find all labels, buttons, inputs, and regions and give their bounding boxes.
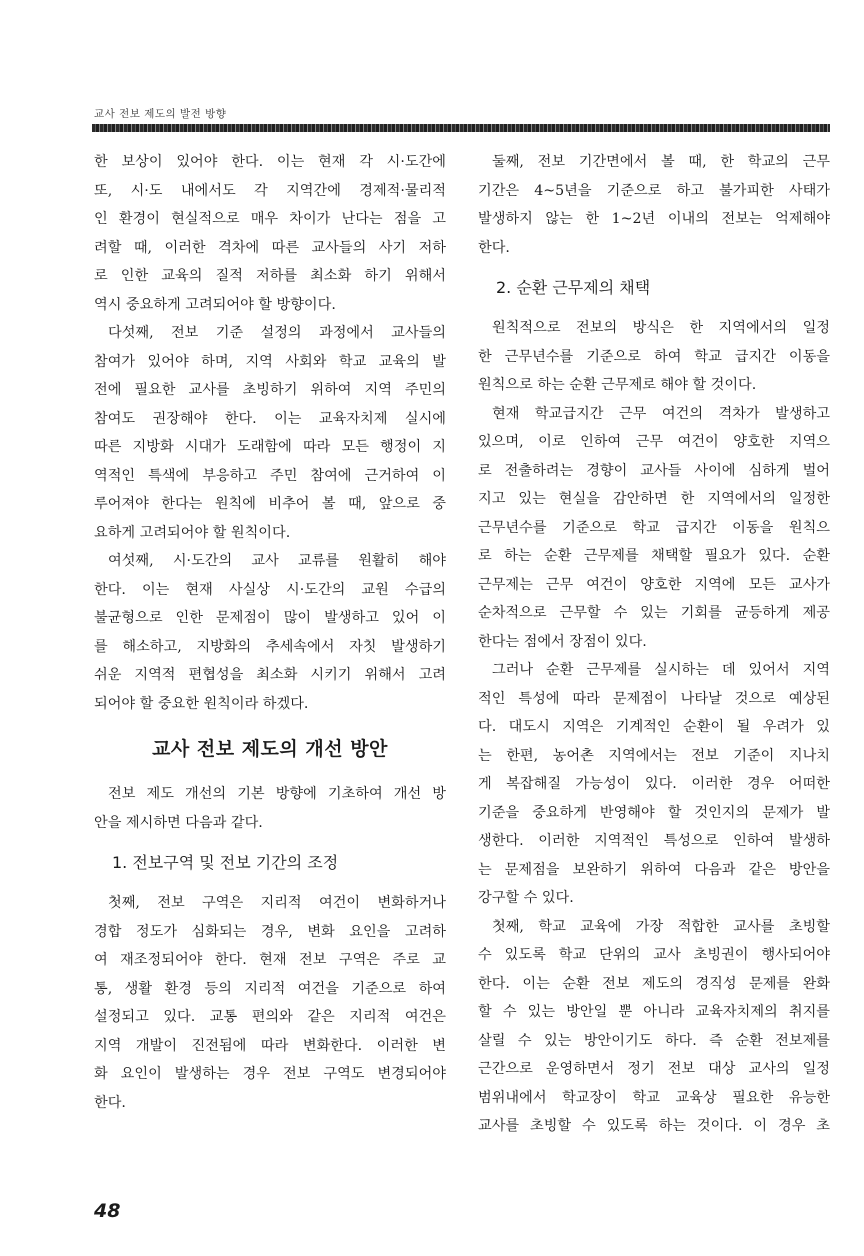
text-line: 려할 때, 이러한 격차에 따른 교사들의 사기 저하 bbox=[94, 239, 446, 256]
text-line: 를 해소하고, 지방화의 추세속에서 자칫 발생하기 bbox=[94, 638, 446, 655]
text-line: 한다. bbox=[94, 1094, 126, 1111]
text-line: 불균형으로 인한 문제점이 많이 발생하고 있어 이 bbox=[94, 610, 446, 626]
text-line: 그러나 순환 근무제를 실시하는 데 있어서 지역 bbox=[492, 662, 830, 678]
text-line: 원칙적으로 전보의 방식은 한 지역에서의 일정 bbox=[492, 320, 830, 336]
text-line: 는 문제점을 보완하기 위하여 다음과 같은 방안을 bbox=[478, 861, 830, 878]
text-line: 생한다. 이러한 지역적인 특성으로 인하여 발생하 bbox=[478, 833, 830, 849]
text-line: 전보 제도 개선의 기본 방향에 기초하여 개선 방 bbox=[108, 786, 446, 802]
left-column bbox=[94, 148, 446, 1117]
text-line: 할 수 있는 방안일 뿐 아니라 교육자치제의 취지를 bbox=[478, 1004, 830, 1020]
text-line: 현재 학교급지간 근무 여건의 격차가 발생하고 bbox=[492, 405, 830, 422]
text-line: 역적인 특색에 부응하고 주민 참여에 근거하여 이 bbox=[94, 467, 446, 484]
text-line: 한다. 이는 현재 사실상 시·도간의 교원 수급의 bbox=[94, 581, 446, 598]
text-line: 원칙으로 하는 순환 근무제로 해야 할 것이다. bbox=[478, 377, 757, 393]
text-line: 참여도 권장해야 한다. 이는 교육자치제 실시에 bbox=[94, 410, 446, 427]
text-line: 첫째, 학교 교육에 가장 적합한 교사를 초빙할 bbox=[492, 918, 830, 935]
text-line: 근무제는 근무 여건이 양호한 지역에 모든 교사가 bbox=[478, 576, 830, 593]
text-line: 기준을 중요하게 반영해야 할 것인지의 문제가 발 bbox=[478, 804, 830, 821]
text-line: 로 인한 교육의 질적 저하를 최소화 하기 위해서 bbox=[94, 268, 446, 284]
subsection-heading: 2. 순환 근무제의 채택 bbox=[496, 278, 651, 297]
text-line: 역시 중요하게 고려되어야 할 방향이다. bbox=[94, 296, 336, 313]
text-line: 요하게 고려되어야 할 원칙이다. bbox=[94, 524, 291, 541]
text-line: 둘째, 전보 기간면에서 볼 때, 한 학교의 근무 bbox=[492, 154, 830, 170]
text-line: 적인 특성에 따라 문제점이 나타날 것으로 예상된 bbox=[478, 690, 830, 707]
text-line: 인 환경이 현실적으로 매우 차이가 난다는 점을 고 bbox=[94, 211, 446, 227]
text-line: 통, 생활 환경 등의 지리적 여건을 기준으로 하여 bbox=[94, 980, 446, 997]
page-number: 48 bbox=[94, 1200, 121, 1222]
text-line: 또, 시·도 내에서도 각 지역간에 경제적·물리적 bbox=[94, 182, 446, 199]
text-line: 되어야 할 중요한 원칙이라 하겠다. bbox=[94, 695, 309, 712]
text-line: 한 보상이 있어야 한다. 이는 현재 각 시·도간에 bbox=[94, 154, 446, 170]
text-line: 로 하는 순환 근무제를 채택할 필요가 있다. 순환 bbox=[478, 548, 830, 564]
text-line: 근무년수를 기준으로 학교 급지간 이동을 원칙으 bbox=[478, 519, 830, 536]
text-line: 다섯째, 전보 기준 설정의 과정에서 교사들의 bbox=[108, 325, 446, 341]
text-line: 수 있도록 학교 단위의 교사 초빙권이 행사되어야 bbox=[478, 947, 830, 963]
text-line: 따른 지방화 시대가 도래함에 따라 모든 행정이 지 bbox=[94, 439, 446, 455]
text-line: 경합 정도가 심화되는 경우, 변화 요인을 고려하 bbox=[94, 923, 446, 940]
text-line: 쉬운 지역적 편협성을 최소화 시키기 위해서 고려 bbox=[94, 667, 446, 683]
text-line: 안을 제시하면 다음과 같다. bbox=[94, 814, 263, 831]
text-line: 범위내에서 학교장이 학교 교육상 필요한 유능한 bbox=[478, 1089, 830, 1106]
text-line: 첫째, 전보 구역은 지리적 여건이 변화하거나 bbox=[108, 895, 446, 911]
section-heading: 교사 전보 제도의 개선 방안 bbox=[152, 738, 388, 760]
text-line: 전에 필요한 교사를 초빙하기 위하여 지역 주민의 bbox=[94, 382, 446, 398]
text-line: 한 근무년수를 기준으로 하여 학교 급지간 이동을 bbox=[478, 348, 830, 365]
text-line: 교사를 초빙할 수 있도록 하는 것이다. 이 경우 초 bbox=[478, 1118, 830, 1134]
text-line: 다. 대도시 지역은 기계적인 순환이 될 우려가 있 bbox=[478, 719, 830, 735]
text-line: 게 복잡해질 가능성이 있다. 이러한 경우 어떠한 bbox=[478, 776, 830, 792]
subsection-heading: 1. 전보구역 및 전보 기간의 조정 bbox=[112, 853, 339, 872]
text-line: 한다는 점에서 장점이 있다. bbox=[478, 633, 647, 650]
text-line: 근간으로 운영하면서 정기 전보 대상 교사의 일정 bbox=[478, 1061, 830, 1077]
text-line: 루어져야 한다는 원칙에 비추어 볼 때, 앞으로 중 bbox=[94, 496, 446, 512]
text-line: 여 재조정되어야 한다. 현재 전보 구역은 주로 교 bbox=[94, 952, 446, 968]
text-line: 로 전출하려는 경향이 교사들 사이에 심하게 벌어 bbox=[478, 462, 830, 479]
text-line: 발생하지 않는 한 1~2년 이내의 전보는 억제해야 bbox=[478, 211, 830, 227]
text-line: 살릴 수 있는 방안이기도 하다. 즉 순환 전보제를 bbox=[478, 1032, 830, 1049]
text-line: 한다. bbox=[478, 239, 510, 256]
text-line: 한다. 이는 순환 전보 제도의 경직성 문제를 완화 bbox=[478, 975, 830, 992]
text-line: 지고 있는 현실을 감안하면 한 지역에서의 일정한 bbox=[478, 491, 830, 507]
running-head: 교사 전보 제도의 발전 방향 bbox=[94, 108, 227, 120]
text-line: 는 한편, 농어촌 지역에서는 전보 기준이 지나치 bbox=[478, 747, 830, 764]
text-line: 기간은 4~5년을 기준으로 하고 불가피한 사태가 bbox=[478, 182, 830, 199]
text-line: 강구할 수 있다. bbox=[478, 890, 574, 906]
text-line: 순차적으로 근무할 수 있는 기회를 균등하게 제공 bbox=[478, 605, 830, 621]
text-line: 여섯째, 시·도간의 교사 교류를 원활히 해야 bbox=[108, 553, 446, 569]
header-rule bbox=[92, 124, 830, 132]
text-line: 화 요인이 발생하는 경우 전보 구역도 변경되어야 bbox=[94, 1066, 446, 1082]
text-line: 있으며, 이로 인하여 근무 여건이 양호한 지역으 bbox=[478, 434, 830, 450]
text-line: 설정되고 있다. 교통 편의와 같은 지리적 여건은 bbox=[94, 1009, 446, 1025]
text-line: 참여가 있어야 하며, 지역 사회와 학교 교육의 발 bbox=[94, 353, 446, 370]
right-column bbox=[478, 148, 830, 1141]
text-line: 지역 개발이 진전됨에 따라 변화한다. 이러한 변 bbox=[94, 1037, 446, 1054]
